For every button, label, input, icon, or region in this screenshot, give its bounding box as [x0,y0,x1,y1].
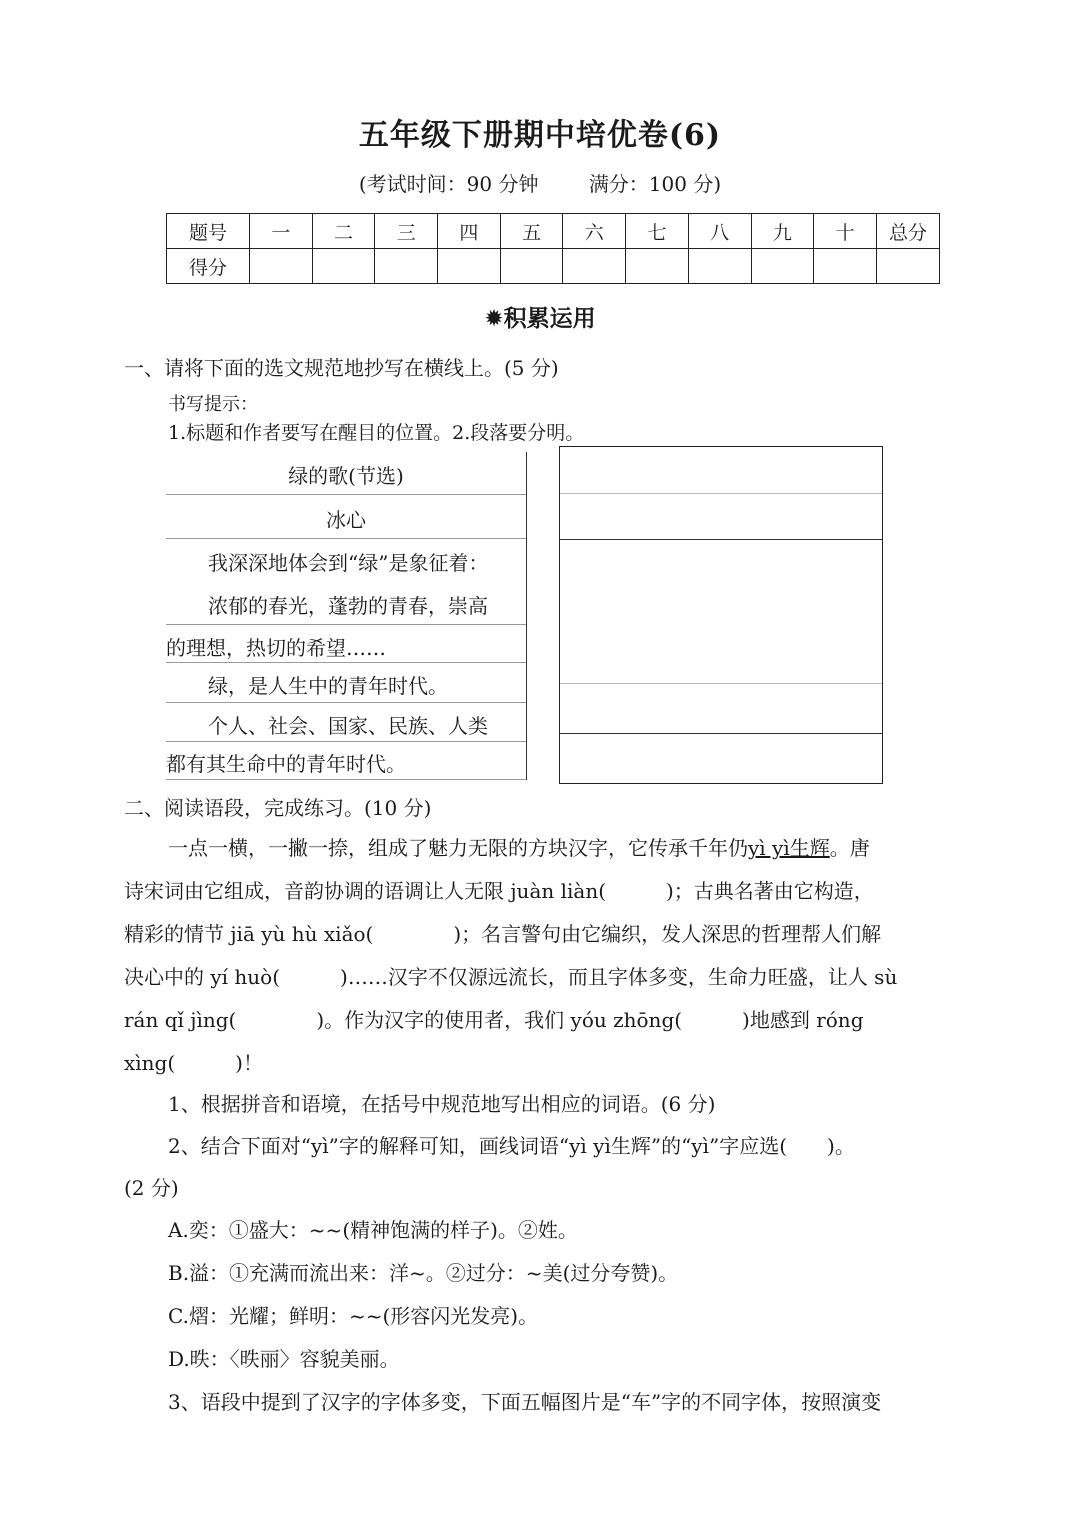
rule-line [166,779,526,780]
score-blank[interactable] [626,249,689,284]
passage-line: 都有其生命中的青年时代。 [166,752,406,776]
score-cell: 六 [563,214,626,249]
passage-line: 浓郁的春光，蓬勃的青春，崇高 [208,594,488,618]
score-blank[interactable] [438,249,501,284]
exam-time: (考试时间：90 分钟 [358,172,539,196]
passage-title: 绿的歌(节选) [288,464,404,488]
reading-line [168,832,870,861]
rule-line [166,538,526,539]
score-blank[interactable] [563,249,626,284]
copy-line [560,539,882,540]
writing-tip-label: 书写提示： [168,394,258,415]
passage-author: 冰心 [326,508,366,532]
score-blank[interactable] [877,249,940,284]
option-d: D.昳：〈昳丽〉容貌美丽。 [168,1347,400,1371]
question-1-title: 一、请将下面的选文规范地抄写在横线上。(5 分) [124,356,559,380]
score-table [166,213,940,284]
sub-question-3: 3、语段中提到了汉字的字体多变，下面五幅图片是“车”字的不同字体，按照演变 [168,1390,882,1414]
passage-line: 个人、社会、国家、民族、人类 [208,714,488,738]
reading-text: 一点一横，一撇一捺，组成了魅力无限的方块汉字，它传承千年仍 [168,836,748,860]
source-passage [166,452,527,780]
reading-line: xìng( )！ [124,1051,263,1075]
rule-line [166,662,526,663]
option-a: A.奕：①盛大：~~(精神饱满的样子)。②姓。 [168,1218,578,1242]
writing-tip-text: 1.标题和作者要写在醒目的位置。2.段落要分明。 [168,422,585,444]
passage-line: 我深深地体会到“绿”是象征着： [208,551,489,575]
score-blank[interactable] [814,249,877,284]
underlined-word: yì yì生辉 [748,836,830,860]
score-blank[interactable] [250,249,313,284]
sub-question-1: 1、根据拼音和语境，在括号中规范地写出相应的词语。(6 分) [168,1092,716,1116]
exam-info [0,168,1080,197]
score-cell: 二 [312,214,375,249]
score-blank[interactable] [688,249,751,284]
page-title: 五年级下册期中培优卷(6) [358,118,722,153]
score-cell: 总分 [877,214,940,249]
option-c: C.熠：光耀；鲜明：~~(形容闪光发亮)。 [168,1304,539,1328]
copy-line [560,493,882,494]
score-cell: 题号 [167,214,250,249]
score-table-score-row [167,249,940,284]
question-2-title: 二、阅读语段，完成练习。(10 分) [124,796,432,820]
copy-line [560,683,882,684]
reading-text: 。唐 [829,836,870,860]
score-cell: 七 [626,214,689,249]
score-cell: 九 [751,214,814,249]
copy-line [560,733,882,734]
score-blank[interactable] [500,249,563,284]
full-score: 满分：100 分) [588,172,722,196]
rule-line [166,702,526,703]
sub-question-2-score: (2 分) [124,1176,179,1200]
rule-line [166,741,526,742]
rule-line [166,624,526,625]
section-heading: ✹积累运用 [484,306,596,332]
score-cell: 一 [250,214,313,249]
option-b: B.溢：①充满而流出来：洋~。②过分：~美(过分夸赞)。 [168,1261,679,1285]
rule-line [166,494,526,495]
score-blank[interactable] [375,249,438,284]
reading-line: 决心中的 yí huò( )……汉字不仅源远流长，而且字体多变，生命力旺盛，让人 sù [124,965,898,989]
score-cell: 八 [688,214,751,249]
passage-line: 绿，是人生中的青年时代。 [208,674,448,698]
score-cell: 三 [375,214,438,249]
reading-line: 诗宋词由它组成，音韵协调的语调让人无限 juàn liàn( )；古典名著由它构造， [124,879,874,903]
copy-writing-box[interactable] [559,446,883,784]
reading-line: rán qǐ jìng( )。作为汉字的使用者，我们 yóu zhōng( )地感到 róng [124,1008,864,1032]
score-cell: 四 [438,214,501,249]
score-cell: 五 [500,214,563,249]
score-blank[interactable] [751,249,814,284]
sub-question-2: 2、结合下面对“yì”字的解释可知，画线词语“yì yì生辉”的“yì”字应选( )。 [168,1134,855,1158]
reading-line: 精彩的情节 jiā yù hù xiǎo( )；名言警句由它编织，发人深思的哲理帮人们解 [124,922,882,946]
score-table-header-row [167,214,940,249]
score-blank[interactable] [312,249,375,284]
passage-line: 的理想，热切的希望…… [166,636,386,660]
score-label: 得分 [167,249,250,284]
score-cell: 十 [814,214,877,249]
